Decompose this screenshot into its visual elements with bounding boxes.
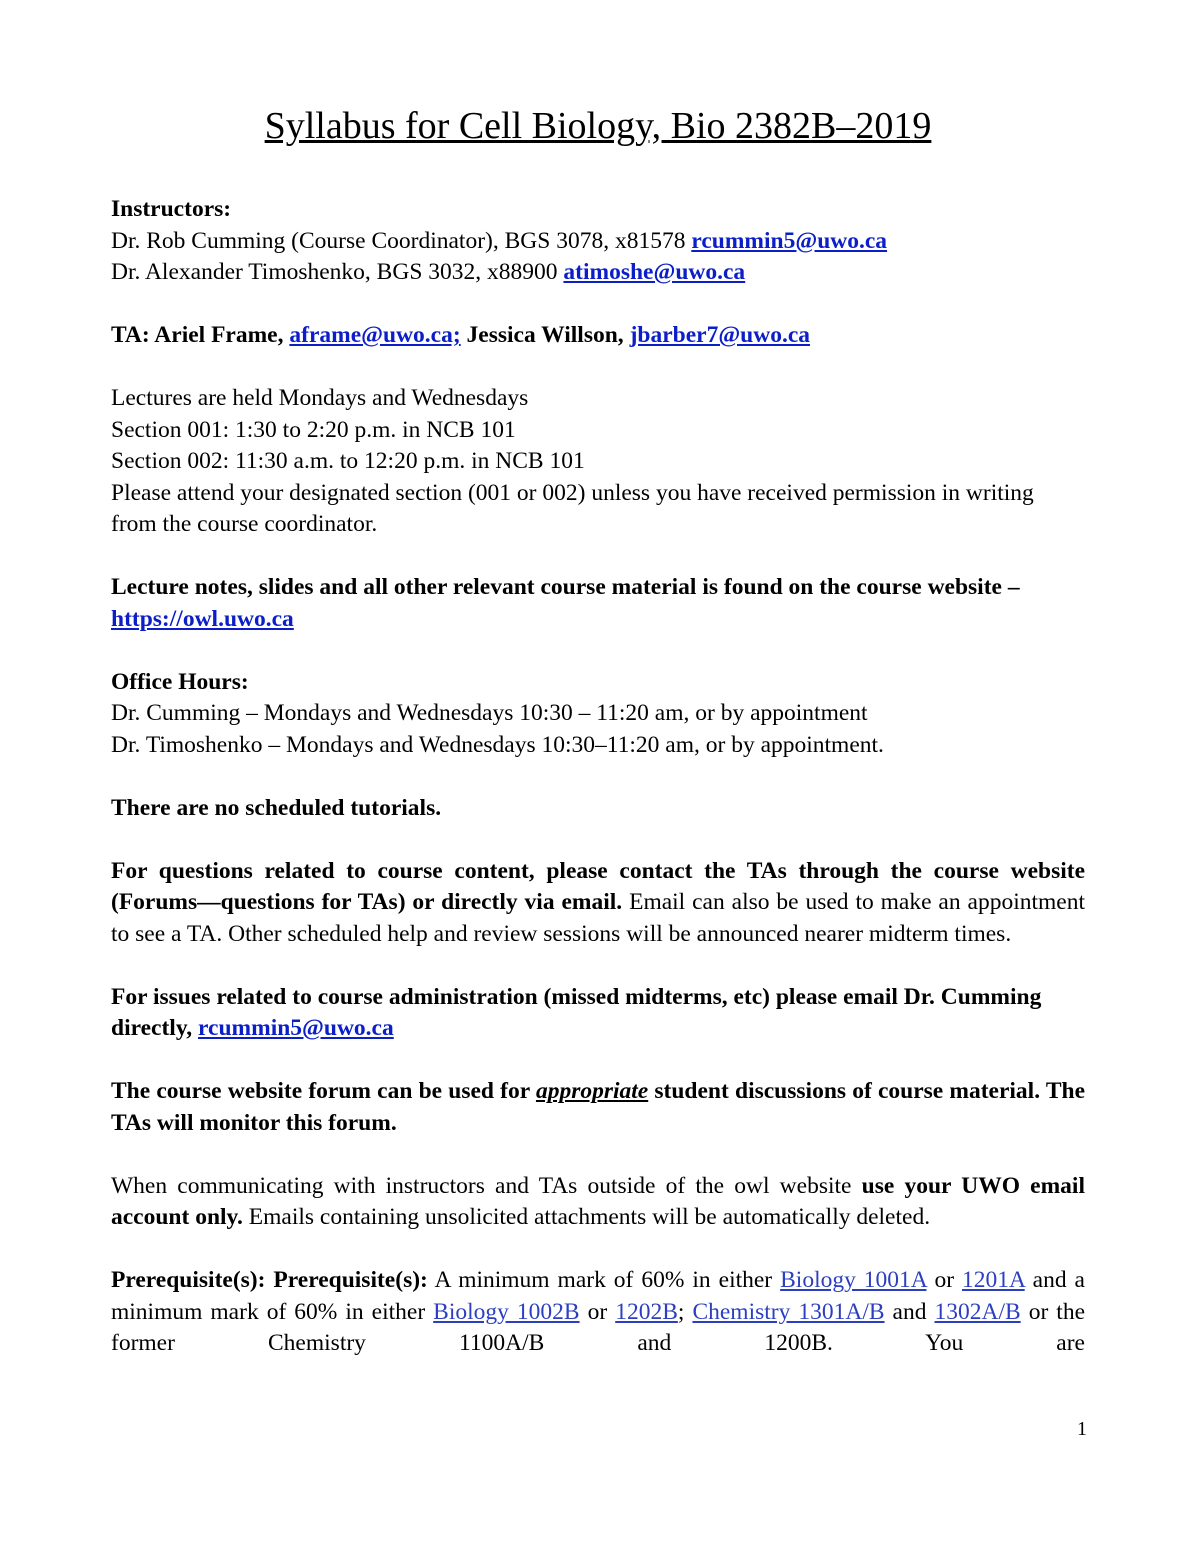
syllabus-page bbox=[111, 100, 1085, 1360]
course-link-biology-1002b[interactable]: Biology 1002B bbox=[433, 1298, 580, 1325]
instructor-cumming: Dr. Rob Cumming (Course Coordinator), BGS 3078, x81578 rcummin5@uwo.ca bbox=[111, 227, 888, 254]
owl-website-link[interactable]: https://owl.uwo.ca bbox=[111, 605, 294, 632]
forum-paragraph: The course website forum can be used for appropriate student discussions of course material. The TAs will monitor this forum. bbox=[111, 1078, 1086, 1136]
course-link-biology-1001a[interactable]: Biology 1001A bbox=[780, 1267, 927, 1293]
course-link-1202b[interactable]: 1202B bbox=[615, 1298, 678, 1325]
lectures-attendance-note: Please attend your designated section (001 or 002) unless you have received permission in writing from the course coordinator. bbox=[111, 479, 1034, 537]
page-title: Syllabus for Cell Biology, Bio 2382B–2019 bbox=[264, 105, 932, 147]
email-link-rcummin5-admin[interactable]: rcummin5@uwo.ca bbox=[198, 1015, 394, 1041]
course-link-chemistry-1301ab[interactable]: Chemistry 1301A/B bbox=[692, 1298, 885, 1325]
prerequisites-paragraph: Prerequisite(s): Prerequisite(s): A minimum mark of 60% in either Biology 1001A or 1201A and a minimum mark of 60% in either Biology 1002B or 1202B; Chemistry 1301A/B and 1302A/B or the former Chemistry 1100A/B and 1200B. You are bbox=[111, 1267, 1085, 1356]
ta-line: TA: Ariel Frame, aframe@uwo.ca; Jessica Willson, jbarber7@uwo.ca bbox=[111, 322, 811, 348]
tutorials-note: There are no scheduled tutorials. bbox=[111, 794, 442, 821]
admin-paragraph: For issues related to course administration (missed midterms, etc) please email Dr. Cumming directly, rcummin5@uwo.ca bbox=[111, 983, 1042, 1041]
email-policy-paragraph: When communicating with instructors and TAs outside of the owl website use your UWO email account only. Emails containing unsolicited attachments will be automatically deleted. bbox=[111, 1172, 1085, 1230]
instructor-timoshenko: Dr. Alexander Timoshenko, BGS 3032, x88900 atimoshe@uwo.ca bbox=[111, 259, 746, 285]
email-link-aframe[interactable]: aframe@uwo.ca; bbox=[289, 322, 461, 348]
office-hours-timoshenko: Dr. Timoshenko – Mondays and Wednesdays 10:30–11:20 am, or by appointment. bbox=[111, 731, 884, 758]
office-hours-heading: Office Hours: bbox=[111, 668, 249, 695]
instructors-heading: Instructors: bbox=[111, 196, 232, 222]
lectures-section-001: Section 001: 1:30 to 2:20 p.m. in NCB 101 bbox=[111, 416, 516, 443]
email-link-jbarber7[interactable]: jbarber7@uwo.ca bbox=[629, 322, 811, 348]
questions-paragraph: For questions related to course content, please contact the TAs through the course website (Forums—questions for TAs) or directly via email. Email can also be used to make an appointment to see a TA. Other scheduled help and review sessions will be announced nearer midterm times. bbox=[111, 857, 1085, 947]
page-number: 1 bbox=[1077, 1418, 1087, 1440]
course-link-1201a[interactable]: 1201A bbox=[962, 1267, 1025, 1293]
lectures-section-002: Section 002: 11:30 a.m. to 12:20 p.m. in NCB 101 bbox=[111, 448, 585, 474]
course-link-1302ab[interactable]: 1302A/B bbox=[934, 1298, 1021, 1325]
email-link-atimoshe[interactable]: atimoshe@uwo.ca bbox=[563, 259, 746, 285]
course-website-note: Lecture notes, slides and all other relevant course material is found on the course website – https://owl.uwo.ca bbox=[111, 574, 1020, 632]
email-link-rcummin5[interactable]: rcummin5@uwo.ca bbox=[691, 227, 888, 254]
lectures-days: Lectures are held Mondays and Wednesdays bbox=[111, 385, 529, 411]
office-hours-cumming: Dr. Cumming – Mondays and Wednesdays 10:30 – 11:20 am, or by appointment bbox=[111, 700, 868, 726]
